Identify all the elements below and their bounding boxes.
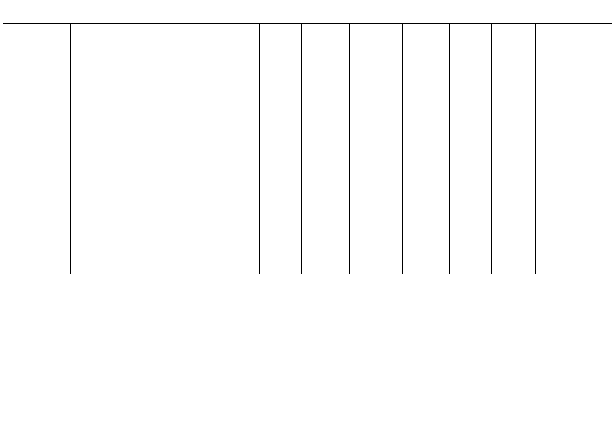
column-rule [402,24,403,274]
column-rule [301,24,302,274]
column-rule [259,24,260,274]
header-divider [3,23,612,24]
column-rule [491,24,492,274]
column-rule [535,24,536,274]
column-rule [70,24,71,274]
column-rule [349,24,350,274]
column-rule [449,24,450,274]
